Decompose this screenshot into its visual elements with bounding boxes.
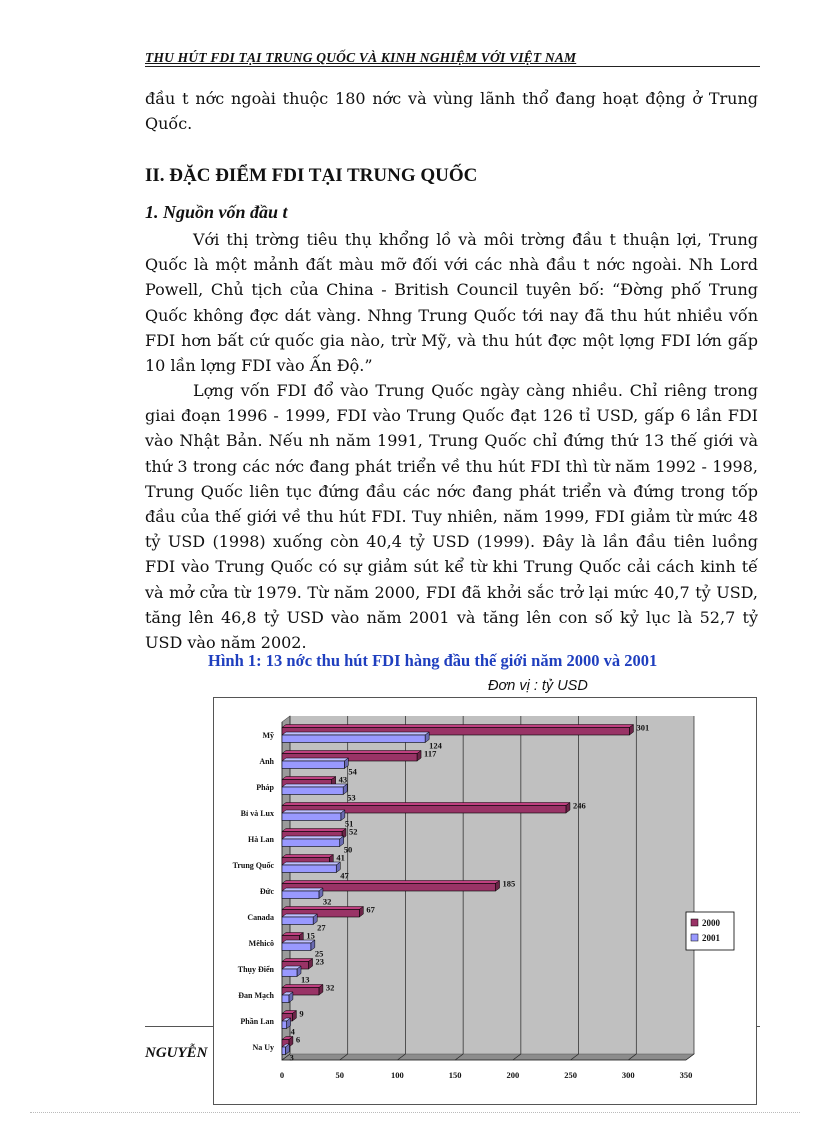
legend-label: 2000 [702, 918, 720, 928]
bar-top-face [282, 914, 317, 917]
bar-2001 [282, 891, 319, 899]
bar-data-label: 25 [314, 948, 324, 959]
legend-swatch [691, 919, 698, 926]
body-paragraph-2: Lợng vốn FDI đổ vào Trung Quốc ngày càng nhiều. Chỉ riêng trong giai đoạn 1996 - 1999, FDI vào Trung Quốc đạt 126 tỉ USD, gấp 6 lần FDI vào Nhật Bản. Nếu nh năm 1991, Trung Quốc chỉ đứng thứ 13 thế giới và thứ 3 trong các nớc đang phát triển về thu hút FDI thì từ năm 1992 - 1998, Trung Quốc liên tục đứng đầu các nớc đang phát triển và đứng trong tốp đầu của thế giới về thu hút FDI. Tuy nhiên, năm 1999, FDI giảm từ mức 48 tỷ USD (1998) xuống còn 40,4 tỷ USD (1999). Đây là lần đầu tiên luồng FDI vào Trung Quốc có sự giảm sút kể từ khi Trung Quốc cải cách kinh tế và mở cửa từ 1979. Từ năm 2000, FDI đã khởi sắc trở lại mức 40,7 tỷ USD, tăng lên 46,8 tỷ USD vào năm 2001 và tăng lên con số kỷ lục là 52,7 tỷ USD vào năm 2002. [145, 381, 758, 653]
bar-top-face [282, 751, 421, 754]
bar-2001 [282, 735, 425, 743]
bar-data-label: 13 [301, 974, 310, 985]
bar-data-label: 54 [348, 766, 357, 777]
bar-2001 [282, 917, 313, 925]
y-category-label: Đan Mạch [238, 991, 274, 1000]
bar-data-label: 23 [315, 956, 325, 967]
bar-top-face [282, 907, 363, 910]
bar-top-face [282, 881, 500, 884]
bar-top-face [282, 888, 323, 891]
bar-top-face [282, 803, 570, 806]
bar-data-label: 4 [290, 1026, 295, 1037]
bar-data-label: 32 [325, 982, 335, 993]
body-paragraph-1: Với thị trờng tiêu thụ khổng lồ và môi trờng đầu t thuận lợi, Trung Quốc là một mảnh đất màu mỡ đối với các nhà đầu t nớc ngoài. Nh Lord Powell, Chủ tịch của China - British Council tuyên bố: “Đờng phố Trung Quốc không đợc dát vàng. Nhng Trung Quốc tới nay đã thu hút nhiều vốn FDI hơn bất cứ quốc gia nào, trừ Mỹ, và thu hút đợc một lợng FDI lớn gấp 10 lần lợng FDI vào Ấn Độ.” [145, 230, 758, 376]
chart-canvas [214, 698, 758, 1106]
bar-top-face [282, 940, 315, 943]
y-category-label: Mêhicô [248, 939, 274, 948]
bar-2001 [282, 1021, 287, 1029]
x-tick-label: 300 [621, 1070, 635, 1080]
bar-data-label: 15 [306, 930, 315, 941]
bar-data-label: 52 [349, 826, 358, 837]
bar-top-face [282, 862, 340, 865]
footer-author: NGUYỄN [145, 1045, 208, 1061]
x-tick-label: 150 [448, 1070, 462, 1080]
intro-paragraph: đầu t nớc ngoài thuộc 180 nớc và vùng lãnh thổ đang hoạt động ở Trung Quốc. [145, 89, 758, 134]
bar-2001 [282, 813, 341, 821]
bar-top-face [282, 829, 346, 832]
x-tick-label: 0 [279, 1070, 285, 1080]
bar-data-label: 185 [502, 878, 516, 889]
bar-top-face [282, 959, 313, 962]
running-header: THU HÚT FDI TẠI TRUNG QUỐC VÀ KINH NGHIỆM VỚI VIỆT NAM [145, 50, 577, 65]
x-tick-label: 50 [335, 1070, 344, 1080]
bar-data-label: 47 [340, 870, 349, 881]
bar-top-face [282, 777, 336, 780]
y-category-label: Mỹ [262, 731, 274, 740]
bar-2001 [282, 1047, 285, 1055]
y-category-label: Phần Lan [240, 1017, 274, 1026]
section-heading: II. ĐẶC ĐIỂM FDI TẠI TRUNG QUỐC [145, 165, 478, 186]
page-bottom-border [30, 1112, 800, 1113]
bar-top-face [282, 836, 344, 839]
y-category-label: Thụy Điển [237, 965, 274, 974]
bar-data-label: 246 [572, 800, 586, 811]
y-category-label: Canada [247, 913, 274, 922]
figure-caption: Hình 1: 13 nớc thu hút FDI hàng đầu thế giới năm 2000 và 2001 [208, 651, 658, 670]
y-category-label: Trung Quốc [232, 861, 274, 870]
bar-2001 [282, 865, 336, 873]
figure-unit-note: Đơn vị : tỷ USD [488, 678, 588, 694]
x-tick-label: 350 [679, 1070, 693, 1080]
fdi-bar-chart [213, 697, 757, 1105]
bar-2001 [282, 969, 297, 977]
x-tick-label: 200 [506, 1070, 520, 1080]
bar-top-face [282, 784, 347, 787]
bar-2001 [282, 787, 343, 795]
bar-2001 [282, 839, 340, 847]
bar-data-label: 117 [424, 748, 437, 759]
bar-data-label: 27 [317, 922, 326, 933]
y-category-label: Anh [259, 757, 274, 766]
bar-2001 [282, 943, 311, 951]
bar-data-label: 50 [343, 844, 353, 855]
x-tick-label: 100 [391, 1070, 404, 1080]
bar-top-face [282, 758, 348, 761]
bar-data-label: 9 [299, 1008, 304, 1019]
y-category-label: Pháp [256, 783, 274, 792]
y-category-label: Bỉ và Lux [240, 809, 274, 818]
bar-top-face [282, 725, 633, 728]
bar-data-label: 6 [295, 1034, 301, 1045]
y-category-label: Na Uy [252, 1043, 274, 1052]
bar-top-face [282, 855, 333, 858]
subsection-heading: 1. Nguồn vốn đầu t [145, 202, 288, 222]
x-tick-label: 250 [564, 1070, 577, 1080]
y-category-label: Đức [259, 887, 274, 896]
bar-top-face [282, 732, 429, 735]
bar-2001 [282, 761, 344, 769]
bar-top-face [282, 985, 323, 988]
bar-data-label: 301 [636, 722, 650, 733]
header-rule [145, 66, 760, 67]
bar-2001 [282, 995, 289, 1003]
bar-data-label: 51 [344, 818, 354, 829]
legend-swatch [691, 934, 698, 941]
bar-data-label: 53 [347, 792, 356, 803]
bar-data-label: 32 [322, 896, 332, 907]
bar-top-face [282, 810, 345, 813]
bar-data-label: 3 [289, 1052, 294, 1063]
bar-data-label: 43 [338, 774, 348, 785]
y-category-label: Hà Lan [247, 835, 274, 844]
bar-data-label: 124 [429, 740, 442, 751]
legend-label: 2001 [702, 933, 720, 943]
bar-data-label: 41 [336, 852, 345, 863]
bar-data-label: 67 [366, 904, 375, 915]
